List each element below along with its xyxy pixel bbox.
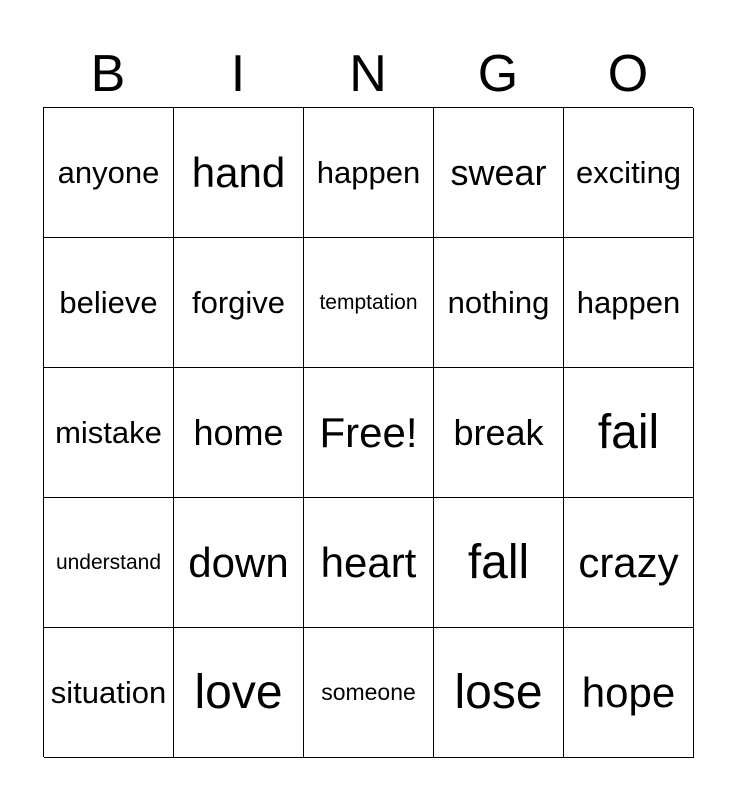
bingo-cell-r1-c4[interactable]: swear: [434, 108, 564, 238]
bingo-cell-r5-c2[interactable]: love: [174, 628, 304, 758]
bingo-cell-r1-c1[interactable]: anyone: [44, 108, 174, 238]
bingo-cell-r1-c2[interactable]: hand: [174, 108, 304, 238]
bingo-cell-r3-c4[interactable]: break: [434, 368, 564, 498]
bingo-cell-r2-c2[interactable]: forgive: [174, 238, 304, 368]
bingo-cell-r1-c5[interactable]: exciting: [564, 108, 694, 238]
bingo-header: [43, 40, 693, 108]
bingo-cell-r4-c2[interactable]: down: [174, 498, 304, 628]
bingo-cell-r4-c1[interactable]: understand: [44, 498, 174, 628]
bingo-cell-r3-c2[interactable]: home: [174, 368, 304, 498]
header-letter-o: O: [607, 45, 649, 103]
bingo-cell-r5-c3[interactable]: someone: [304, 628, 434, 758]
bingo-cell-r2-c5[interactable]: happen: [564, 238, 694, 368]
bingo-cell-r4-c4[interactable]: fall: [434, 498, 564, 628]
bingo-board: [43, 107, 693, 757]
header-letter-i: I: [230, 45, 246, 103]
bingo-cell-r5-c4[interactable]: lose: [434, 628, 564, 758]
header-letter-n: N: [349, 45, 387, 103]
bingo-cell-r2-c3[interactable]: temptation: [304, 238, 434, 368]
free-space-cell[interactable]: Free!: [304, 368, 434, 498]
bingo-cell-r1-c3[interactable]: happen: [304, 108, 434, 238]
header-letter-g: G: [477, 45, 519, 103]
bingo-cell-r5-c5[interactable]: hope: [564, 628, 694, 758]
bingo-cell-r4-c3[interactable]: heart: [304, 498, 434, 628]
bingo-cell-r4-c5[interactable]: crazy: [564, 498, 694, 628]
header-letter-b: B: [90, 45, 126, 103]
bingo-cell-r2-c1[interactable]: believe: [44, 238, 174, 368]
bingo-cell-r3-c5[interactable]: fail: [564, 368, 694, 498]
bingo-cell-r2-c4[interactable]: nothing: [434, 238, 564, 368]
bingo-cell-r5-c1[interactable]: situation: [44, 628, 174, 758]
bingo-cell-r3-c1[interactable]: mistake: [44, 368, 174, 498]
